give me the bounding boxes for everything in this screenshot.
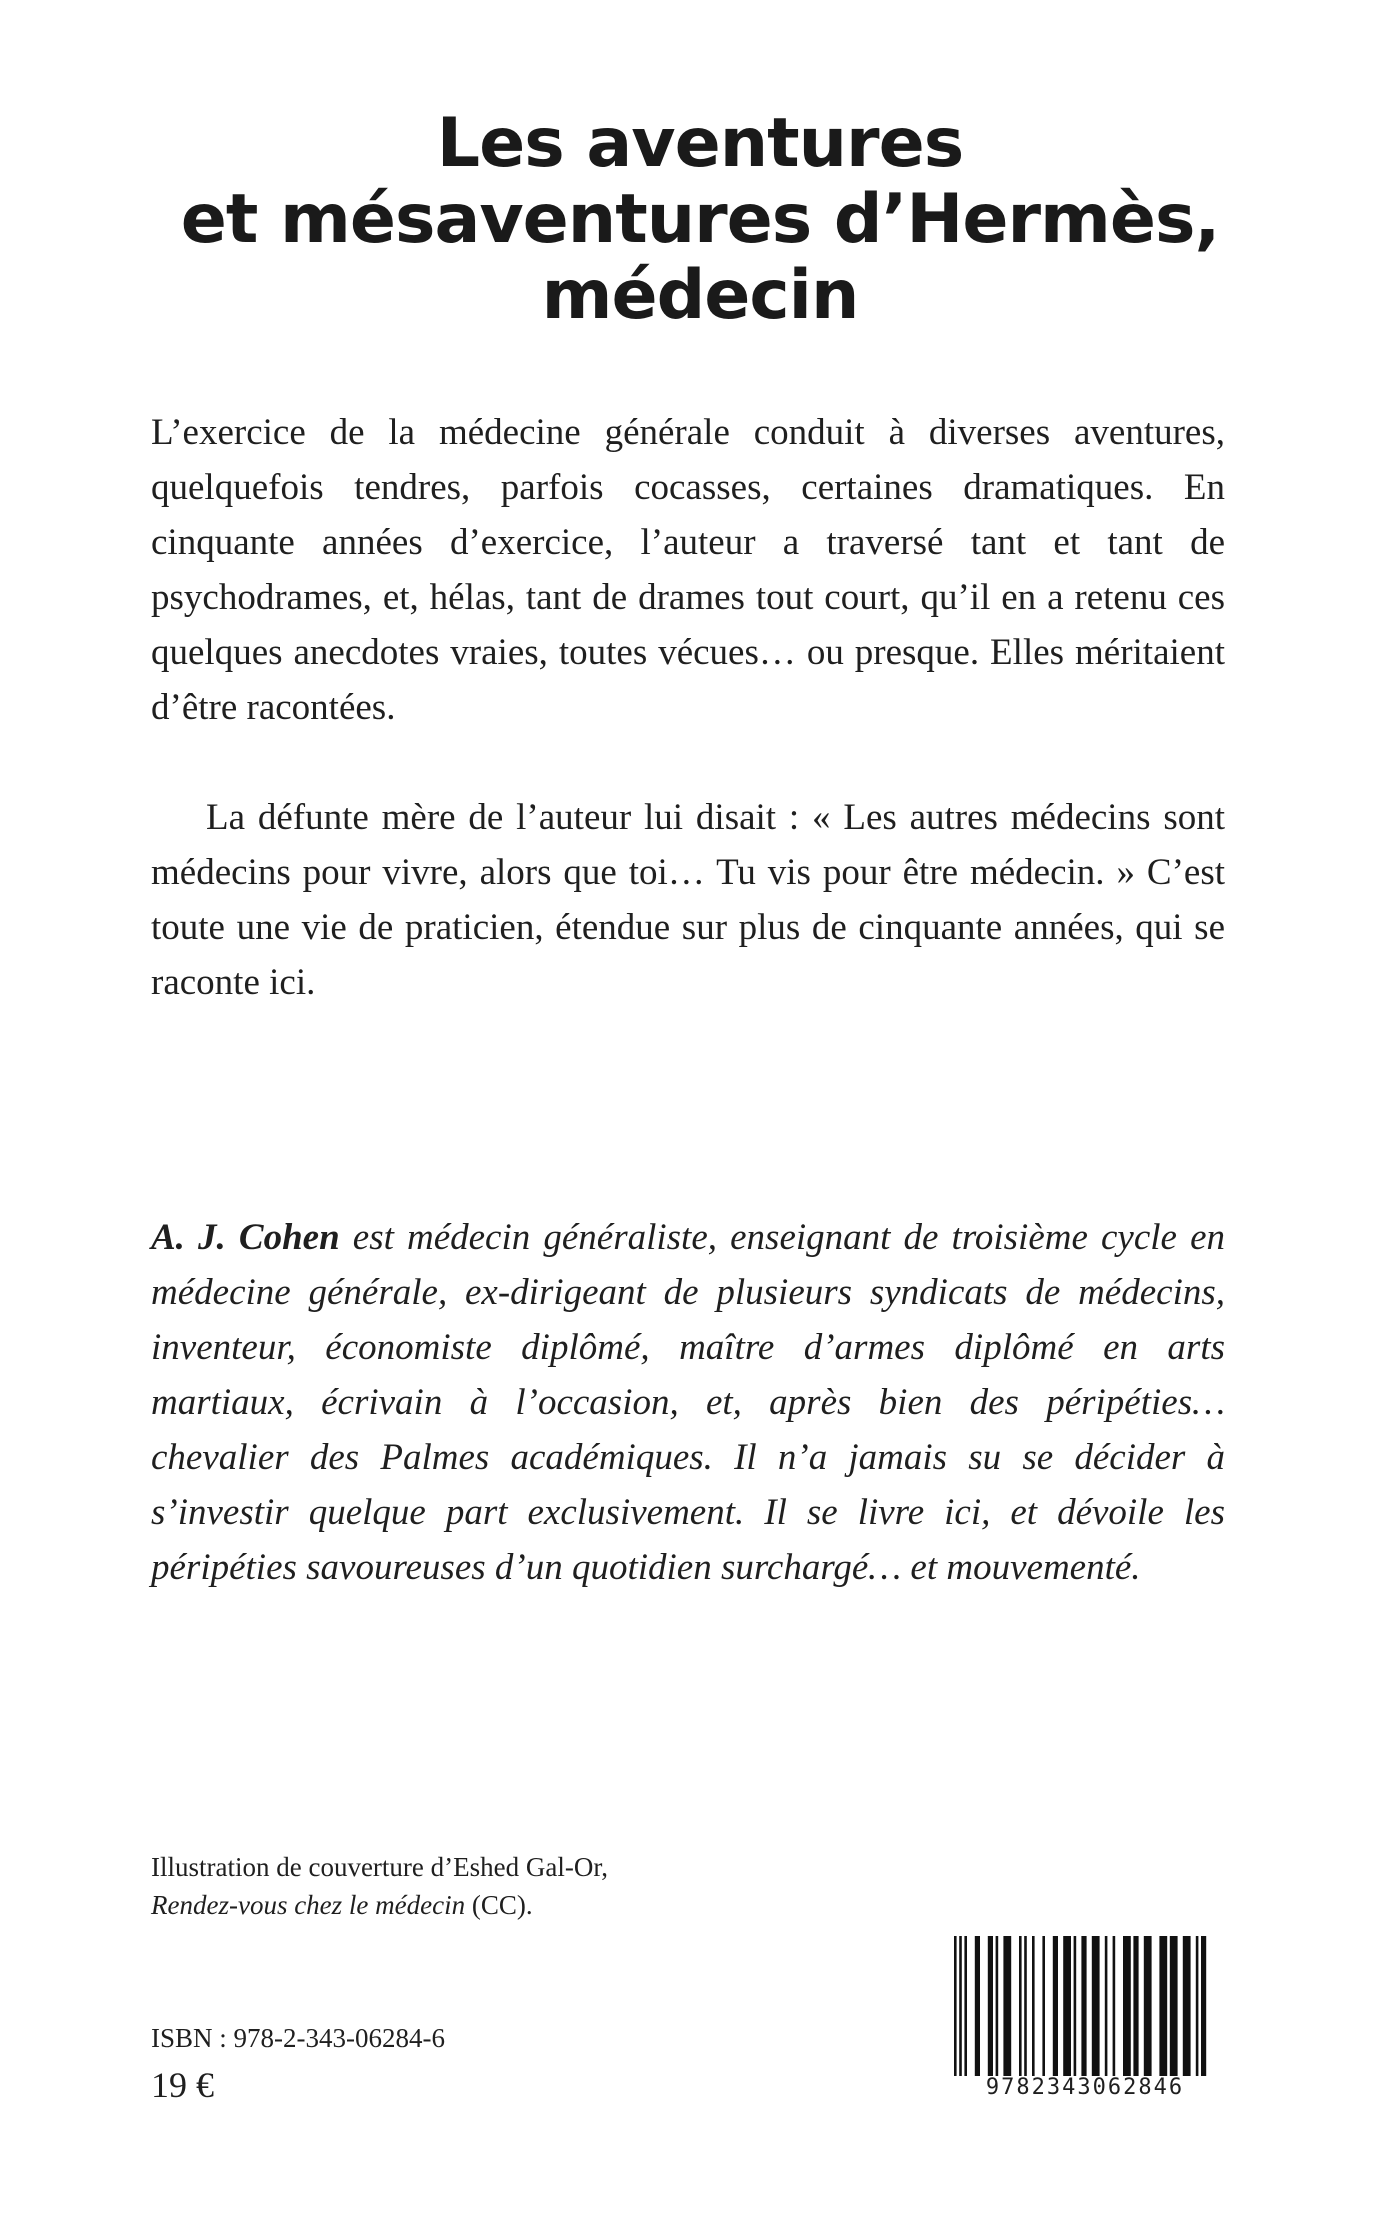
price: 19 € [151,2065,214,2105]
barcode-bars [950,1936,1220,2078]
illustration-work-title: Rendez-vous chez le médecin [151,1890,466,1920]
barcode-bar [1003,1936,1011,2078]
barcode-bar [1201,1936,1206,2078]
barcode-bar [1053,1936,1058,2078]
barcode-bar [954,1936,957,2078]
synopsis-paragraph-1: L’exercice de la médecine générale conduit à diverses aventures, quelquefois tendres, parfois cocasses, certaines dramatiques. En cinquante années d’exercice, l’auteur a traversé tant et tant de psychodrames, et, hélas, tant de drames tout court, qu’il en a retenu ces quelques anecdotes vraies, toutes vécues… ou presque. Elles méritaient d’être racontées. [151,412,1225,728]
illustration-credit: Illustration de couverture d’Eshed Gal-Or, [151,1852,609,1882]
barcode-bar [1092,1936,1100,2078]
barcode-bar [1144,1936,1152,2078]
barcode-bar [1170,1936,1178,2078]
barcode-bar [1113,1936,1116,2078]
cover-credits [151,1848,771,1924]
title-line-2: et mésaventures d’Hermès, [180,180,1220,259]
barcode-bar [996,1936,999,2078]
book-title [0,106,1400,334]
barcode-bar [1081,1936,1086,2078]
barcode-bar [1159,1936,1167,2078]
barcode-bar [1123,1936,1131,2078]
title-line-1: Les aventures [436,104,964,183]
barcode-bar [959,1936,962,2078]
barcode-bar [988,1936,993,2078]
barcode-bar [1024,1936,1027,2078]
barcode-bar [1074,1936,1077,2078]
synopsis-paragraph-2: La défunte mère de l’auteur lui disait : « Les autres médecins sont médecins pour vivre, alors que toi… Tu vis pour être médecin. » C’est toute une vie de praticien, étendue sur plus de cinquante années, qui se raconte ici. [151,797,1225,1003]
synopsis [151,405,1225,1010]
barcode-bar [1019,1936,1022,2078]
barcode-bar [1183,1936,1191,2078]
barcode-bar [964,1936,967,2078]
barcode-bar [1063,1936,1071,2078]
barcode-bar [1042,1936,1045,2078]
barcode-bar [1032,1936,1035,2078]
illustration-license: (CC). [465,1890,533,1920]
barcode-bar [1105,1936,1108,2078]
title-line-3: médecin [541,256,859,335]
illustration-work-line [151,1886,771,1924]
author-bio-text: est médecin généraliste, enseignant de troisième cycle en médecine générale, ex-dirigeant de plusieurs syndicats de médecins, inventeur, économiste diplômé, maître d’armes diplômé en arts martiaux, écrivain à l’occasion, et, après bien des péripéties… chevalier des Palmes académiques. Il n’a jamais su se décider à s’investir quelque part exclusivement. Il se livre ici, et dévoile les péripéties savoureuses d’un quotidien surchargé… et mouvementé. [151,1217,1225,1588]
author-name: A. J. Cohen [151,1217,340,1258]
barcode [950,1936,1220,2100]
barcode-digits: 9782343062846 [950,2076,1220,2100]
author-bio [151,1210,1225,1595]
barcode-bar [1133,1936,1138,2078]
barcode-bar [1196,1936,1199,2078]
isbn: ISBN : 978-2-343-06284-6 [151,2023,445,2053]
barcode-bar [975,1936,980,2078]
